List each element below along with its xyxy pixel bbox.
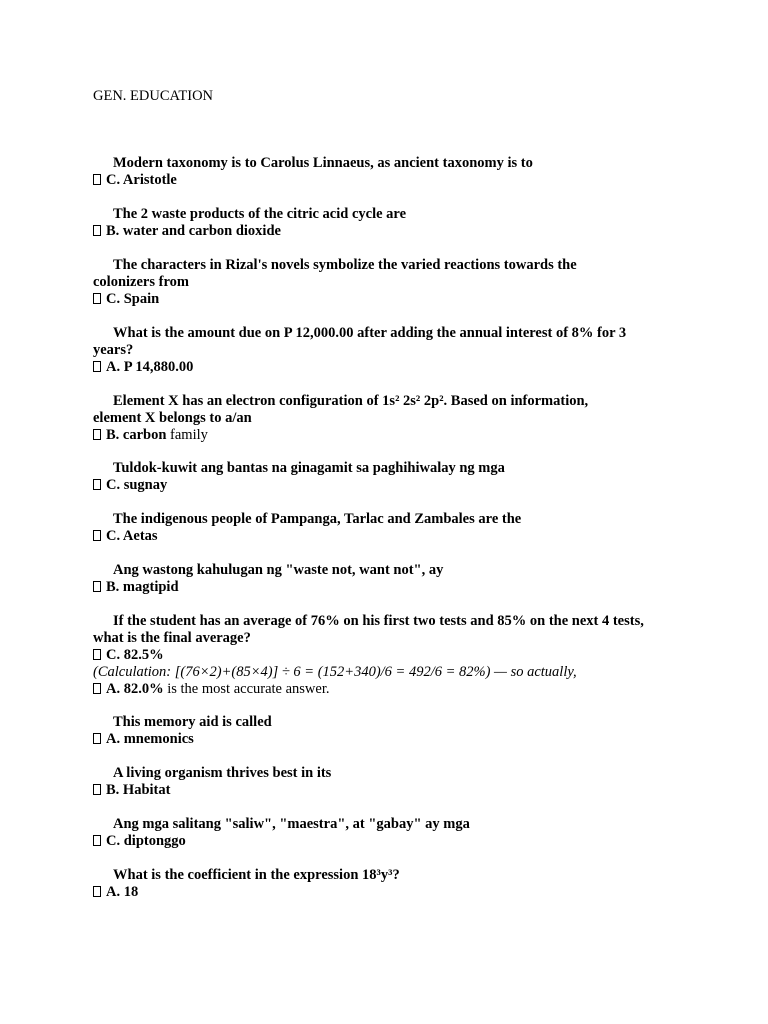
checkbox-icon <box>93 649 101 660</box>
answer-text: A. mnemonics <box>106 731 194 747</box>
question-text: Ang mga salitang "saliw", "maestra", at "gabay" ay mga <box>113 816 470 832</box>
question-block <box>93 613 653 698</box>
checkbox-icon <box>93 225 101 236</box>
answer-line <box>93 528 683 545</box>
question-block <box>93 511 683 545</box>
answer-text: C. diptonggo <box>106 833 186 849</box>
question-text: If the student has an average of 76% on his first two tests and 85% on the next 4 tests, what is the final average? <box>93 613 644 646</box>
answer-text: B. magtipid <box>106 579 179 595</box>
question-text: Modern taxonomy is to Carolus Linnaeus, as ancient taxonomy is to <box>113 155 533 171</box>
answer-text: C. 82.5% <box>106 647 164 663</box>
answer-line <box>93 427 628 444</box>
answer-line <box>93 833 683 850</box>
checkbox-icon <box>93 733 101 744</box>
checkbox-icon <box>93 479 101 490</box>
checkbox-icon <box>93 530 101 541</box>
answer-line <box>93 884 683 901</box>
answer-line <box>93 782 683 799</box>
answer-line <box>93 579 683 596</box>
question-block <box>93 206 683 240</box>
question-text: This memory aid is called <box>113 714 272 730</box>
question-block <box>93 867 683 901</box>
question-block <box>93 325 668 376</box>
question-text: The indigenous people of Pampanga, Tarlac and Zambales are the <box>113 511 522 527</box>
answer-line <box>93 647 653 664</box>
question-text: The 2 waste products of the citric acid cycle are <box>113 206 407 222</box>
question-block <box>93 155 683 189</box>
answer-suffix: is the most accurate answer. <box>163 681 330 697</box>
question-block <box>93 765 683 799</box>
checkbox-icon <box>93 683 101 694</box>
answer-text: C. Aristotle <box>106 172 177 188</box>
question-text: What is the coefficient in the expression 18³y³? <box>113 867 400 883</box>
question-text: What is the amount due on P 12,000.00 after adding the annual interest of 8% for 3 years? <box>93 325 627 358</box>
checkbox-icon <box>93 361 101 372</box>
checkbox-icon <box>93 293 101 304</box>
answer-line <box>93 223 683 240</box>
section-header: GEN. EDUCATION <box>93 88 214 104</box>
question-text: Ang wastong kahulugan ng "waste not, want not", ay <box>113 562 444 578</box>
answer-text: C. sugnay <box>106 477 168 493</box>
answer-suffix: family <box>166 427 208 443</box>
answer-line <box>93 731 683 748</box>
answer-text: C. Spain <box>106 291 160 307</box>
answer-text: C. Aetas <box>106 528 158 544</box>
question-block <box>93 257 633 308</box>
checkbox-icon <box>93 581 101 592</box>
answer-text: A. P 14,880.00 <box>106 359 194 375</box>
answer-text: B. carbon <box>106 427 167 443</box>
checkbox-icon <box>93 174 101 185</box>
question-text: A living organism thrives best in its <box>113 765 332 781</box>
answer-line-corrected <box>93 681 653 698</box>
checkbox-icon <box>93 835 101 846</box>
answer-line <box>93 477 683 494</box>
question-block <box>93 816 683 850</box>
answer-line <box>93 291 633 308</box>
checkbox-icon <box>93 784 101 795</box>
answer-text: A. 18 <box>106 884 139 900</box>
question-block <box>93 562 683 596</box>
answer-line <box>93 172 683 189</box>
answer-text: A. 82.0% <box>106 681 164 697</box>
checkbox-icon <box>93 886 101 897</box>
question-text: The characters in Rizal's novels symbolize the varied reactions towards the colonizers from <box>93 257 577 290</box>
calculation-note: (Calculation: [(76×2)+(85×4)] ÷ 6 = (152+340)/6 = 492/6 = 82%) — so actually, <box>93 664 577 680</box>
answer-line <box>93 359 668 376</box>
question-block <box>93 714 683 748</box>
checkbox-icon <box>93 429 101 440</box>
question-text: Tuldok-kuwit ang bantas na ginagamit sa paghihiwalay ng mga <box>113 460 505 476</box>
question-block <box>93 393 628 444</box>
question-text: Element X has an electron configuration of 1s² 2s² 2p². Based on information, element X belongs to a/an <box>93 393 589 426</box>
answer-text: B. Habitat <box>106 782 171 798</box>
question-block <box>93 460 683 494</box>
answer-text: B. water and carbon dioxide <box>106 223 281 239</box>
